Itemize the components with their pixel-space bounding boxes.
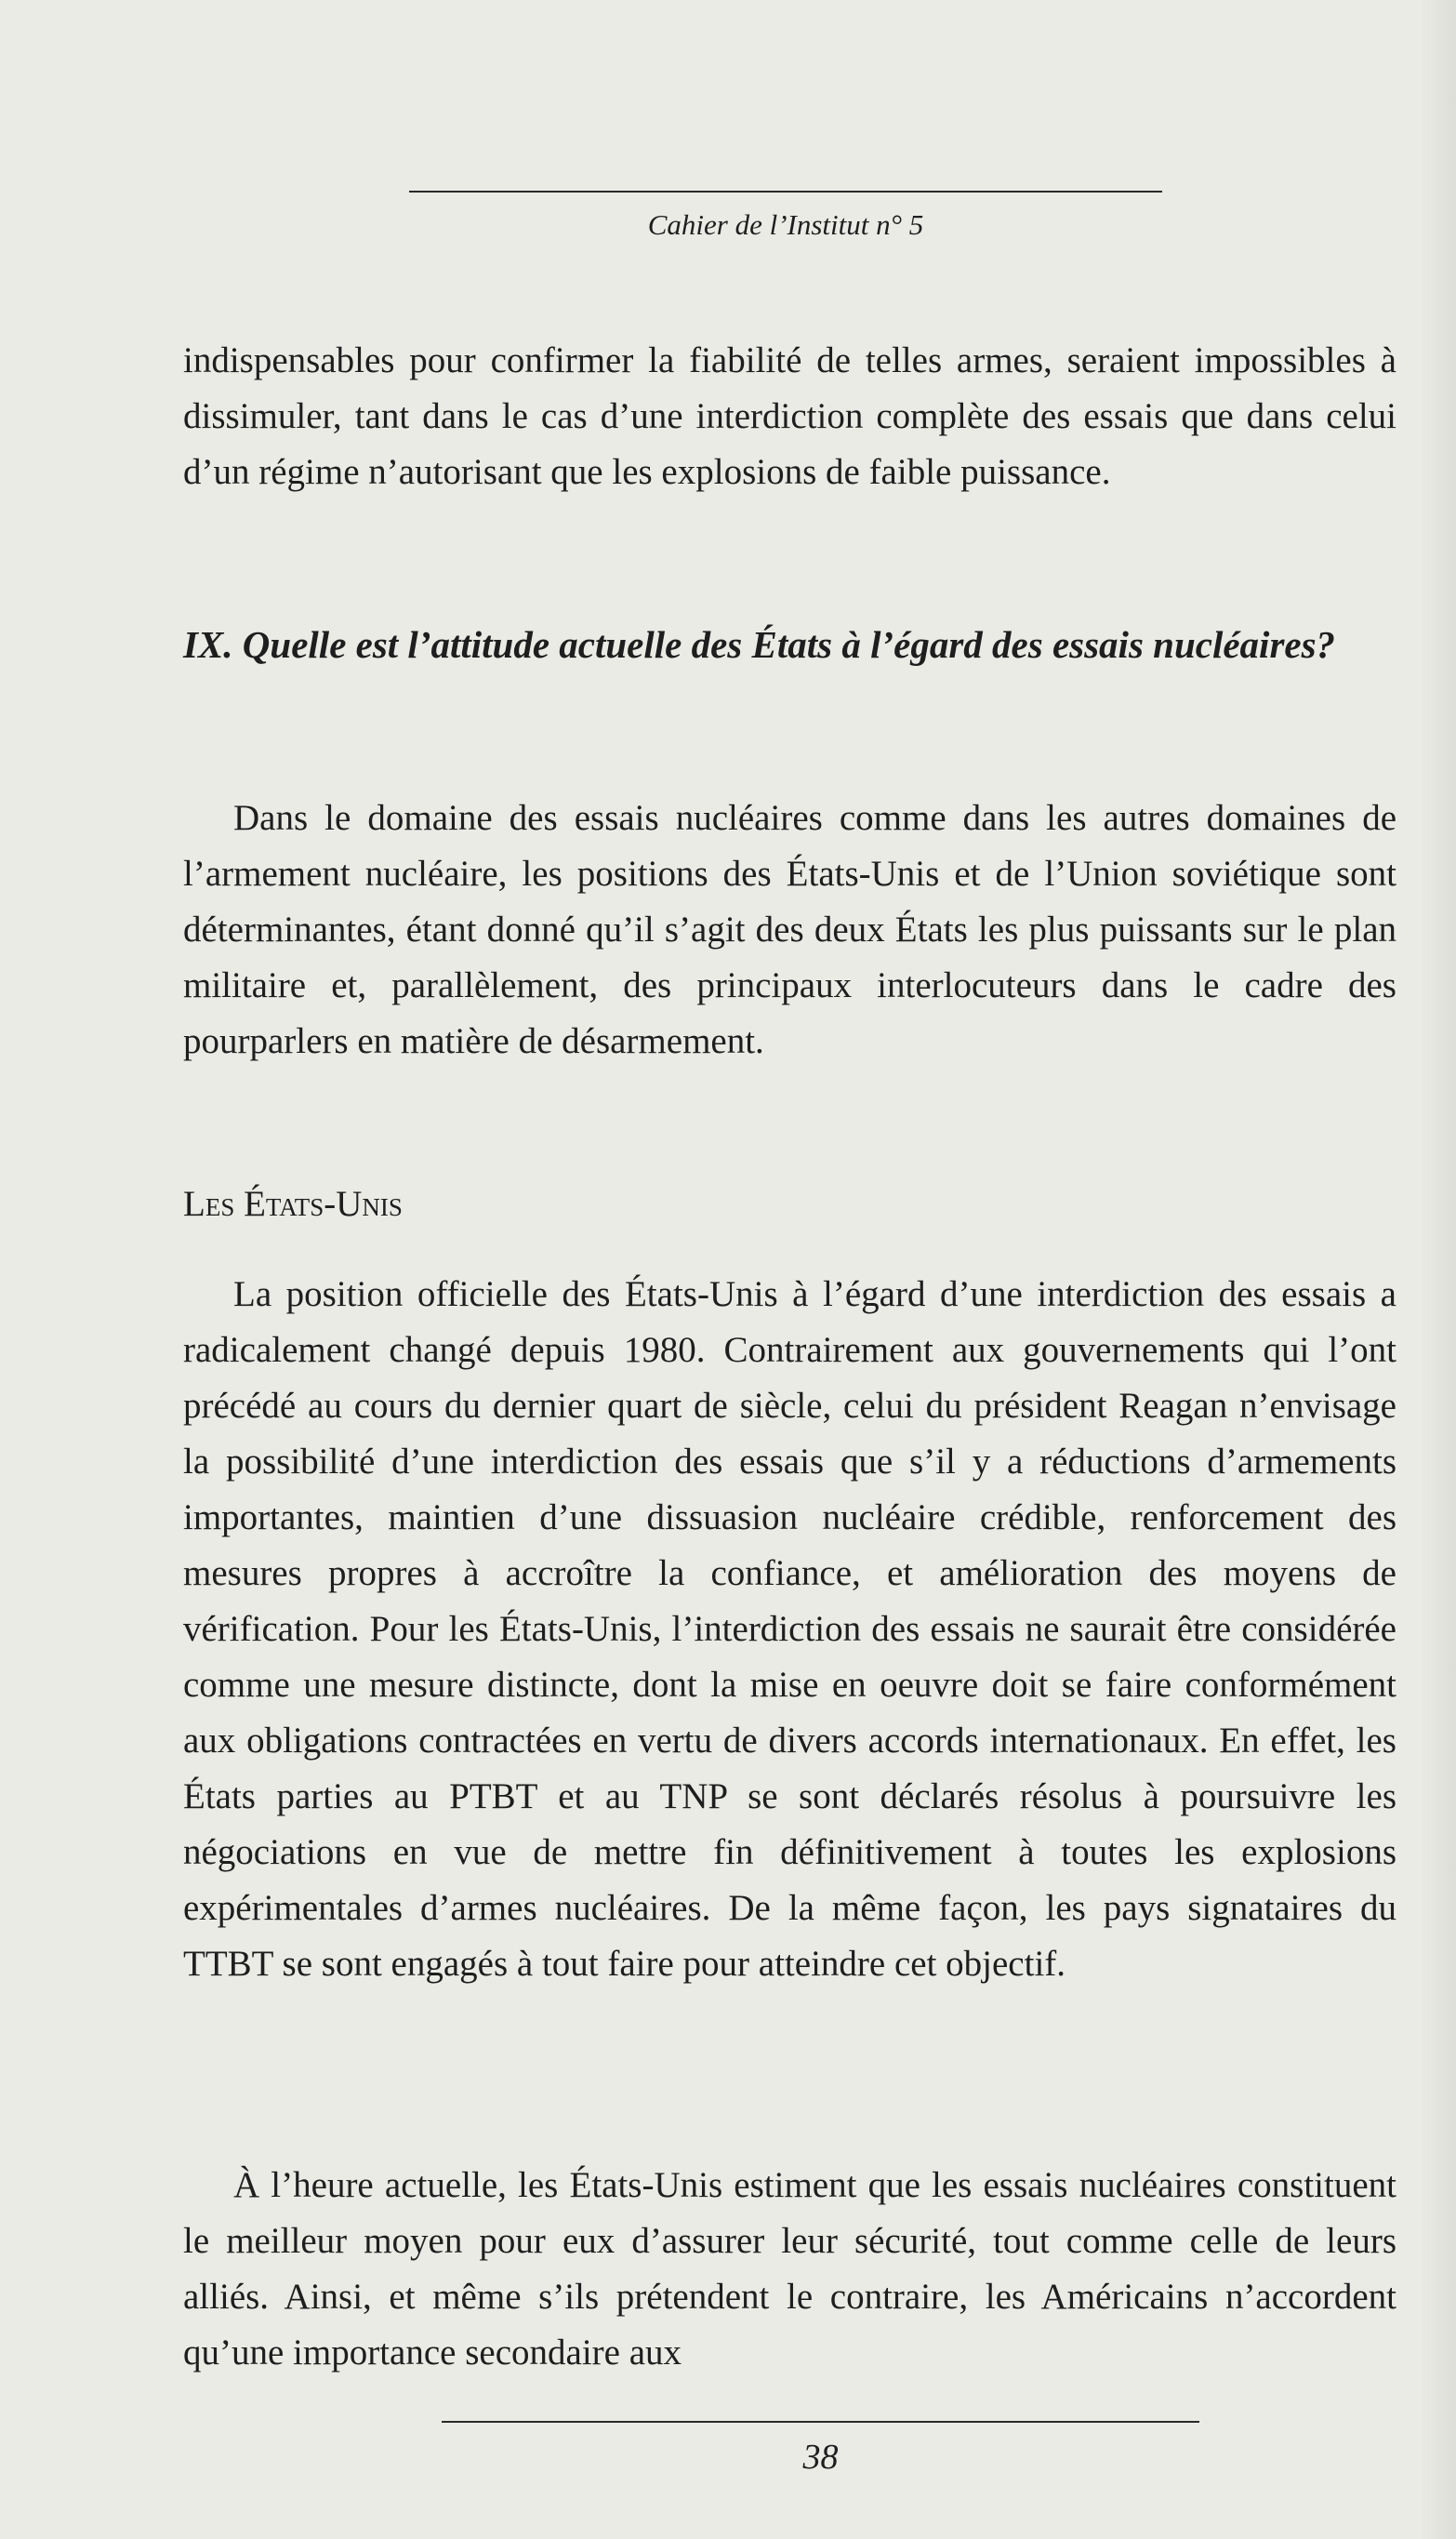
footer-rule [442,2421,1199,2423]
paragraph-domaine: Dans le domaine des essais nucléaires comme dans les autres domaines de l’armement nucléaire, les positions des États-Unis et de l’Union soviétique sont déterminantes, étant donné qu’il s’agit des deux États les plus puissants sur le plan militaire et, parallèlement, des principaux interlocuteurs dans le cadre des pourparlers en matière de désarmement. [183,798,1396,1061]
header-rule [409,191,1162,193]
page-edge-shadow [1419,0,1456,2539]
paragraph-intro: indispensables pour confirmer la fiabilité de telles armes, seraient impossibles à dissimuler, tant dans le cas d’une interdiction complète des essais que dans celui d’un régime n’autorisant que les explosions de faible puissance. [183,340,1396,492]
paragraph-heure: À l’heure actuelle, les États-Unis estiment que les essais nucléaires constituent le meilleur moyen pour eux d’assurer leur sécurité, tout comme celle de leurs alliés. Ainsi, et même s’ils prétendent le contraire, les Américains n’accordent qu’une importance secondaire aux [183,2165,1396,2373]
section-heading: IX. Quelle est l’attitude actuelle des États à l’égard des essais nucléaires? [183,623,1336,666]
subsection-heading: Les États-Unis [183,1184,403,1224]
page-number: 38 [802,2438,839,2477]
paragraph-position: La position officielle des États-Unis à l’égard d’une interdiction des essais a radicalement changé depuis 1980. Contrairement aux gouvernements qui l’ont précédé au cours du dernier quart de siècle, celui du président Reagan n’envisage la possibilité d’une interdiction des essais que s’il y a réductions d’armements importantes, maintien d’une dissuasion nucléaire crédible, renforcement des mesures propres à accroître la confiance, et amélioration des moyens de vérification. Pour les États-Unis, l’interdiction des essais ne saurait être considérée comme une mesure distincte, dont la mise en oeuvre doit se faire conformément aux obligations contractées en vertu de divers accords internationaux. En effet, les États parties au PTBT et au TNP se sont déclarés résolus à poursuivre les négociations en vue de mettre fin définitivement à toutes les explosions expérimentales d’armes nucléaires. De la même façon, les pays signataires du TTBT se sont engagés à tout faire pour atteindre cet objectif. [183,1274,1396,1984]
running-header: Cahier de l’Institut n° 5 [647,208,924,241]
